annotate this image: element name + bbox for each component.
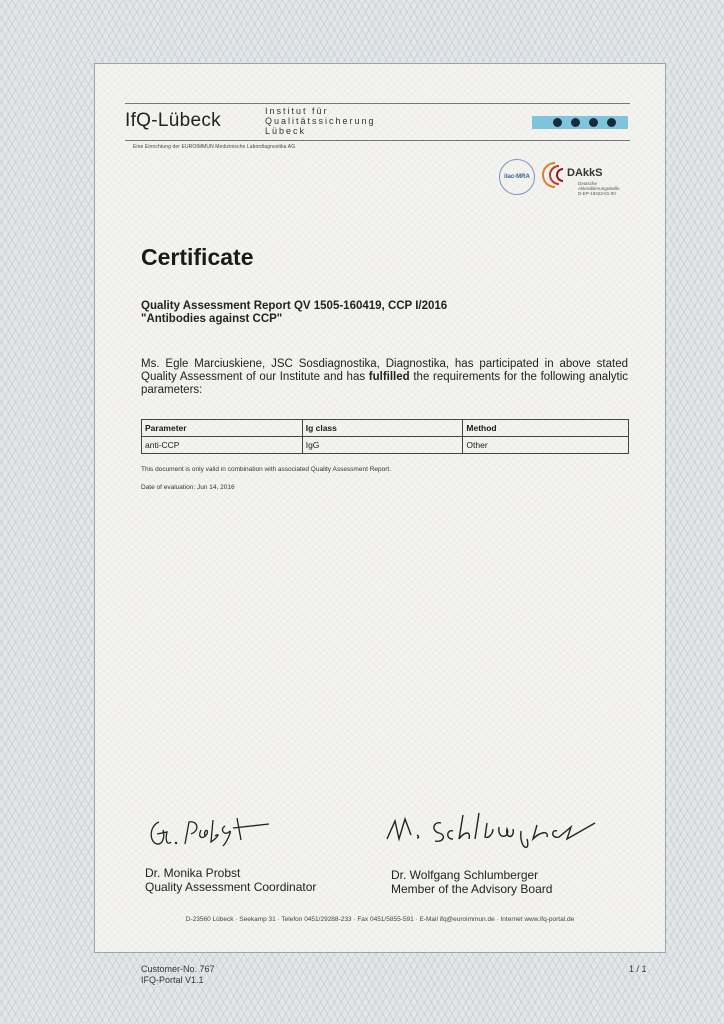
signer-role: Quality Assessment Coordinator bbox=[145, 880, 317, 894]
portal-version: IFQ-Portal V1.1 bbox=[141, 975, 204, 985]
report-line-1: Quality Assessment Report QV 1505-160419, CCP I/2016 bbox=[141, 300, 448, 312]
statement-paragraph bbox=[141, 358, 628, 397]
evaluation-date: Date of evaluation: Jun 14, 2016 bbox=[141, 484, 235, 491]
customer-info bbox=[141, 964, 215, 986]
table-cell: IgG bbox=[302, 437, 463, 454]
signer-probst bbox=[145, 866, 316, 894]
dakks-subtitle bbox=[578, 181, 620, 196]
dakks-name: DAkkS bbox=[567, 167, 603, 179]
signer-name: Dr. Wolfgang Schlumberger bbox=[391, 868, 539, 882]
institute-name bbox=[265, 106, 376, 136]
table-cell: anti-CCP bbox=[142, 437, 303, 454]
header-subline: Eine Einrichtung der EUROIMMUN Medizinische Labordiagnostika AG bbox=[133, 144, 296, 150]
bar-dot-icon bbox=[589, 118, 598, 127]
table-header-cell: Ig class bbox=[302, 420, 463, 437]
dakks-sub-1: Deutsche bbox=[578, 181, 598, 186]
ilac-label: ilac-MRA bbox=[504, 174, 530, 180]
probst-signature-icon bbox=[145, 812, 285, 854]
brand-bar-icon bbox=[532, 116, 628, 129]
dakks-sub-2: Akkreditierungsstelle bbox=[578, 186, 620, 191]
validity-note: This document is only valid in combination with associated Quality Assessment Report. bbox=[141, 466, 392, 473]
dakks-arcs-icon bbox=[541, 161, 565, 189]
table-row bbox=[142, 437, 629, 454]
statement-after: the requirements for the following analytic parameters: bbox=[141, 371, 629, 396]
institute-line-2: Qualitätssicherung bbox=[265, 116, 376, 126]
report-title bbox=[141, 300, 447, 326]
header-bottom-rule bbox=[125, 140, 630, 141]
certificate-sheet bbox=[94, 63, 666, 953]
ifq-logo-text: IfQ-Lübeck bbox=[125, 110, 221, 131]
table-header-cell: Method bbox=[463, 420, 629, 437]
header-top-rule bbox=[125, 103, 630, 104]
customer-number: Customer-No. 767 bbox=[141, 964, 215, 974]
schlumberger-signature-icon bbox=[381, 809, 613, 857]
institute-line-1: Institut für bbox=[265, 106, 329, 116]
table-header-row bbox=[142, 420, 629, 437]
footer-contact: D-23560 Lübeck · Seekamp 31 · Telefon 0451/29288-233 · Fax 0451/5855-591 · E-Mail ifq@euroimmun.de · Internet www.ifq-portal.de bbox=[185, 916, 575, 923]
statement-before: Ms. Egle Marciuskiene, JSC Sosdiagnostika, Diagnostika, has participated in above stated Quality Assessment of our Institute and has bbox=[141, 358, 628, 383]
ilac-mra-icon bbox=[499, 159, 535, 195]
table-header-cell: Parameter bbox=[142, 420, 303, 437]
institute-line-3: Lübeck bbox=[265, 126, 307, 136]
signer-name: Dr. Monika Probst bbox=[145, 866, 241, 880]
report-line-2: "Antibodies against CCP" bbox=[141, 313, 283, 325]
table-cell: Other bbox=[463, 437, 629, 454]
parameters-table bbox=[141, 419, 629, 454]
dakks-sub-3: D-EP-19423-01-00 bbox=[578, 191, 616, 196]
page-number: 1 / 1 bbox=[629, 964, 647, 974]
bar-dot-icon bbox=[607, 118, 616, 127]
certificate-title: Certificate bbox=[141, 244, 254, 270]
bar-dot-icon bbox=[571, 118, 580, 127]
signer-role: Member of the Advisory Board bbox=[391, 882, 553, 896]
signer-schlumberger bbox=[391, 868, 552, 896]
bar-dot-icon bbox=[553, 118, 562, 127]
statement-bold: fulfilled bbox=[368, 371, 410, 383]
